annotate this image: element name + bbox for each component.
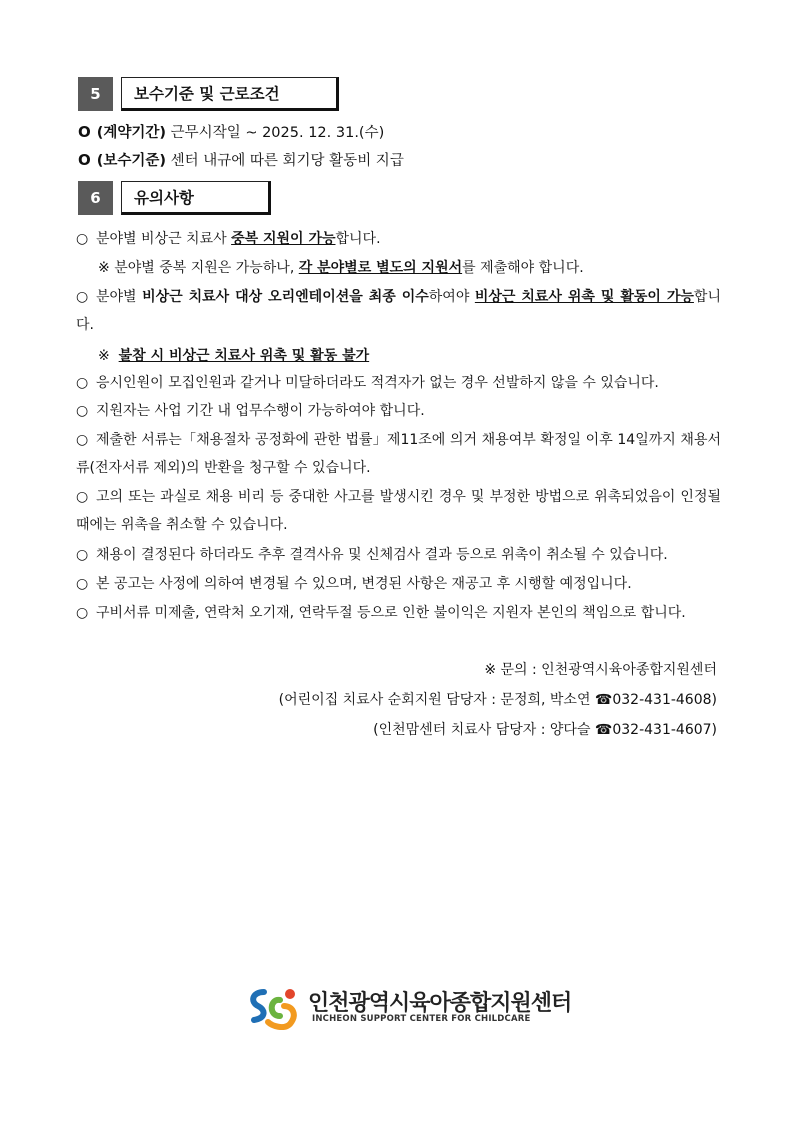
center-logo-mark-icon <box>246 984 306 1030</box>
pay-standard-line <box>78 149 404 170</box>
item-emphasis: 중복 지원이 가능 <box>231 231 336 247</box>
item-text: 구비서류 미제출, 연락처 오기재, 연락두절 등으로 인한 불이익은 지원자 본인의 책임으로 합니다. <box>96 605 686 621</box>
note-text: 분야별 중복 지원은 가능하나, <box>114 260 299 276</box>
section-6-header <box>78 181 271 215</box>
section-5-header <box>78 77 339 111</box>
item-text: 분야별 <box>96 289 143 305</box>
circle-bullet: ○ <box>76 403 89 419</box>
note-emphasis: 각 분야별로 별도의 지원서 <box>298 260 463 276</box>
section-5-title: 보수기준 및 근로조건 <box>121 77 339 111</box>
item-text: 제출한 서류는「채용절차 공정화에 관한 법률」제11조에 의거 채용여부 확정일 이후 14일까지 채용서류(전자서류 제외)의 반환을 청구할 수 있습니다. <box>76 432 721 476</box>
pay-standard-label: (보수기준) <box>96 153 167 169</box>
circle-bullet: ○ <box>76 547 89 563</box>
notice-item-availability <box>76 397 721 425</box>
notice-item-duplicate-application <box>76 225 721 253</box>
item-emphasis: 비상근 치료사 위촉 및 활동이 가능 <box>474 289 694 305</box>
notice-item-disqualification <box>76 541 721 569</box>
contact-mom-center-therapist: (인천맘센터 치료사 담당자 : 양다슬 ☎032-431-4607) <box>373 722 717 738</box>
section-6-number: 6 <box>78 181 113 215</box>
item-text: 본 공고는 사정에 의하여 변경될 수 있으며, 변경된 사항은 재공고 후 시행할 예정입니다. <box>96 576 632 592</box>
circle-bullet: ○ <box>76 375 89 391</box>
contact-daycare-therapist: (어린이집 치료사 순회지원 담당자 : 문정희, 박소연 ☎032-431-4608) <box>278 692 717 708</box>
notice-item-responsibility <box>76 599 721 627</box>
note-emphasis: 불참 시 비상근 치료사 위촉 및 활동 불가 <box>118 348 370 364</box>
circle-bullet: ○ <box>76 605 89 621</box>
item-text: 분야별 비상근 치료사 <box>96 231 232 247</box>
section-6-title: 유의사항 <box>121 181 271 215</box>
note-text: 를 제출해야 합니다. <box>462 260 584 276</box>
note-separate-application <box>98 257 584 277</box>
notice-item-change <box>76 570 721 598</box>
item-text: 하여야 <box>428 289 475 305</box>
note-mark: ※ <box>98 348 110 364</box>
circle-bullet: ○ <box>76 289 89 305</box>
circle-bullet: ○ <box>76 576 89 592</box>
note-mark: ※ <box>98 260 110 276</box>
item-text: 합니다. <box>76 289 721 333</box>
center-logo <box>246 984 572 1030</box>
item-text: 응시인원이 모집인원과 같거나 미달하더라도 적격자가 없는 경우 선발하지 않을 수 있습니다. <box>96 375 659 391</box>
item-text: 합니다. <box>335 231 381 247</box>
hollow-circle-bullet: O <box>78 151 91 169</box>
item-text: 고의 또는 과실로 채용 비리 등 중대한 사고를 발생시킨 경우 및 부정한 방법으로 위촉되었음이 인정될 때에는 위촉을 취소할 수 있습니다. <box>76 489 721 533</box>
contract-period-label: (계약기간) <box>96 125 167 141</box>
contract-period-text: 근무시작일 ~ 2025. 12. 31.(수) <box>166 125 385 141</box>
notice-item-no-qualified <box>76 369 721 397</box>
contract-period-line <box>78 121 384 142</box>
center-logo-name-en: INCHEON SUPPORT CENTER FOR CHILDCARE <box>312 1014 531 1024</box>
pay-standard-text: 센터 내규에 따른 회기당 활동비 지급 <box>166 153 404 169</box>
center-logo-name-kr: 인천광역시육아종합지원센터 <box>308 991 572 1016</box>
notice-item-cancellation <box>76 483 721 539</box>
section-5-number: 5 <box>78 77 113 111</box>
item-text: 채용이 결정된다 하더라도 추후 결격사유 및 신체검사 결과 등으로 위촉이 취소될 수 있습니다. <box>96 547 668 563</box>
contact-inquiry: ※ 문의 : 인천광역시육아종합지원센터 <box>484 662 717 678</box>
circle-bullet: ○ <box>76 489 89 505</box>
circle-bullet: ○ <box>76 432 89 448</box>
notice-item-document-return <box>76 426 721 482</box>
item-emphasis: 비상근 치료사 대상 오리엔테이션을 최종 이수 <box>142 289 429 305</box>
circle-bullet: ○ <box>76 231 89 247</box>
item-text: 지원자는 사업 기간 내 업무수행이 가능하여야 합니다. <box>96 403 425 419</box>
notice-item-orientation <box>76 283 721 339</box>
note-absence <box>98 345 369 365</box>
hollow-circle-bullet: O <box>78 123 91 141</box>
